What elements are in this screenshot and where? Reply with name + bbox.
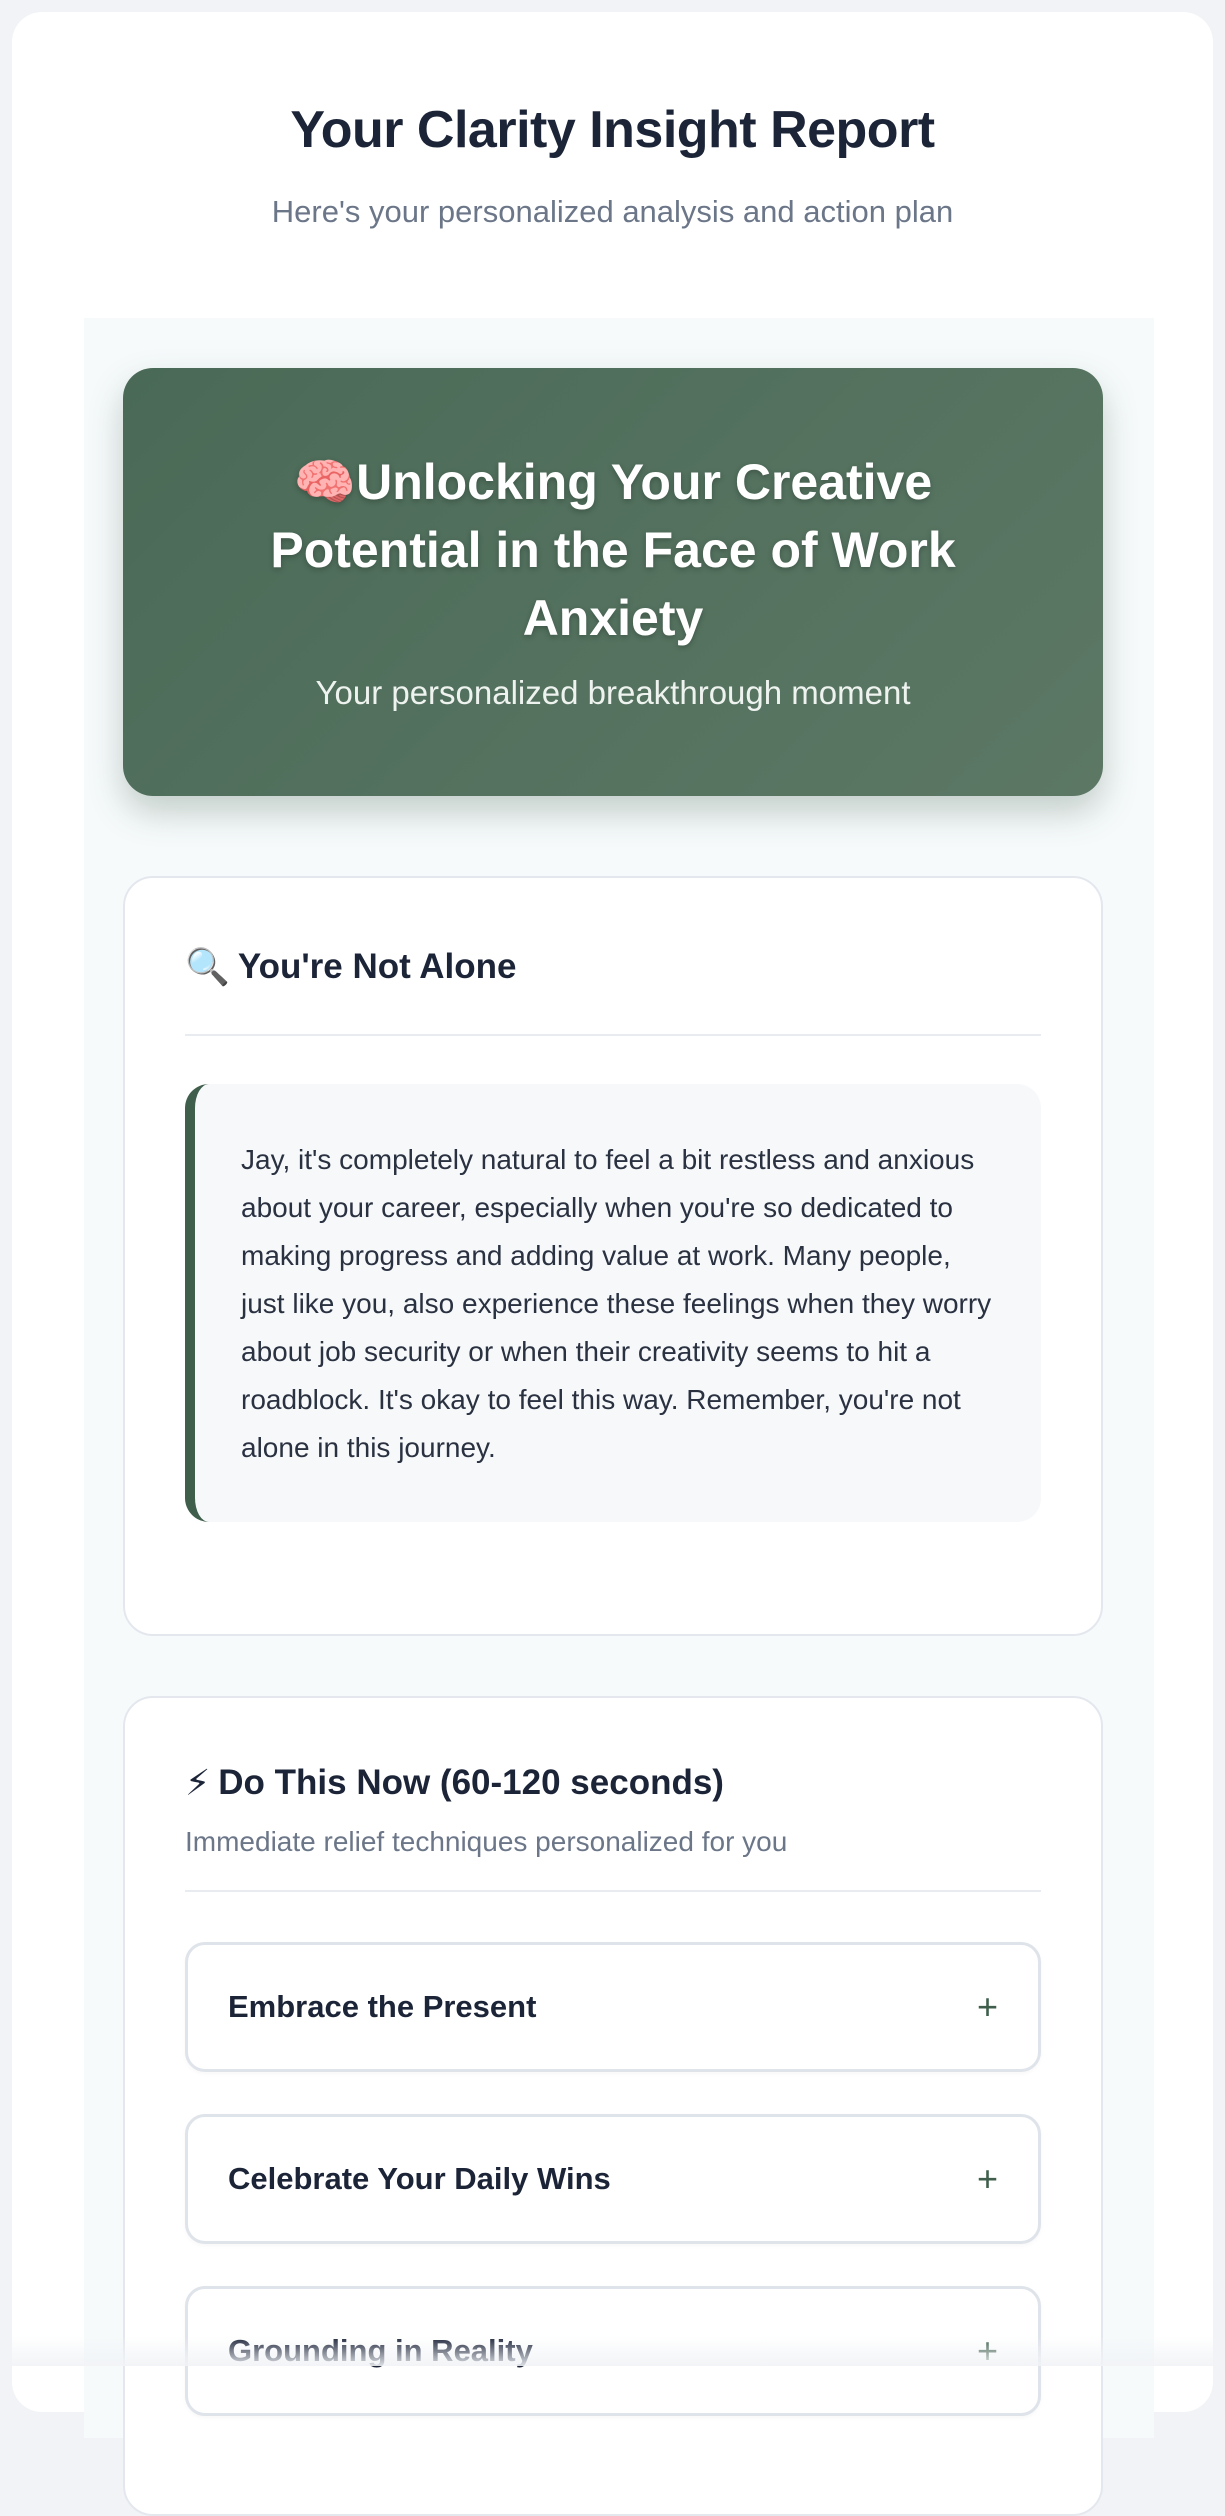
plus-icon[interactable]: +: [977, 2330, 998, 2372]
not-alone-heading: [185, 946, 1041, 988]
accordion-item-label: Embrace the Present: [228, 1989, 536, 2025]
bottom-fade: [0, 2336, 1225, 2366]
do-this-now-heading-text: Do This Now (60-120 seconds): [218, 1763, 724, 1803]
not-alone-heading-text: You're Not Alone: [238, 947, 517, 987]
page-subtitle: Here's your personalized analysis and action plan: [12, 194, 1213, 230]
magnifier-icon: 🔍: [185, 946, 230, 988]
do-this-now-heading: [185, 1762, 1041, 1804]
page-title: Your Clarity Insight Report: [12, 100, 1213, 160]
report-header: [12, 12, 1213, 230]
brain-icon: 🧠: [294, 454, 356, 510]
accordion-item-label: Celebrate Your Daily Wins: [228, 2161, 611, 2197]
hero-title-text: Unlocking Your Creative Potential in the Face of Work Anxiety: [270, 454, 955, 646]
plus-icon[interactable]: +: [977, 2158, 998, 2200]
do-this-now-subtitle: Immediate relief techniques personalized for you: [185, 1826, 1041, 1858]
hero-subtitle: Your personalized breakthrough moment: [123, 674, 1103, 712]
report-page: [12, 12, 1213, 2412]
not-alone-card: [123, 876, 1103, 1636]
divider: [185, 1890, 1041, 1892]
hero-title: [123, 448, 1103, 652]
accordion-item-celebrate-daily-wins[interactable]: [185, 2114, 1041, 2244]
accordion-item-label: Grounding in Reality: [228, 2333, 533, 2369]
accordion-item-embrace-the-present[interactable]: [185, 1942, 1041, 2072]
hero-banner: [123, 368, 1103, 796]
report-content: [84, 318, 1154, 2438]
lightning-icon: ⚡: [185, 1762, 210, 1804]
divider: [185, 1034, 1041, 1036]
do-this-now-card: [123, 1696, 1103, 2516]
plus-icon[interactable]: +: [977, 1986, 998, 2028]
empathy-quote: Jay, it's completely natural to feel a bit restless and anxious about your career, especially when you're so dedicated to making progress and adding value at work. Many people, just like you, also experience these feelings when they worry about job security or when their creativity seems to hit a roadblock. It's okay to feel this way. Remember, you're not alone in this journey.: [185, 1084, 1041, 1522]
